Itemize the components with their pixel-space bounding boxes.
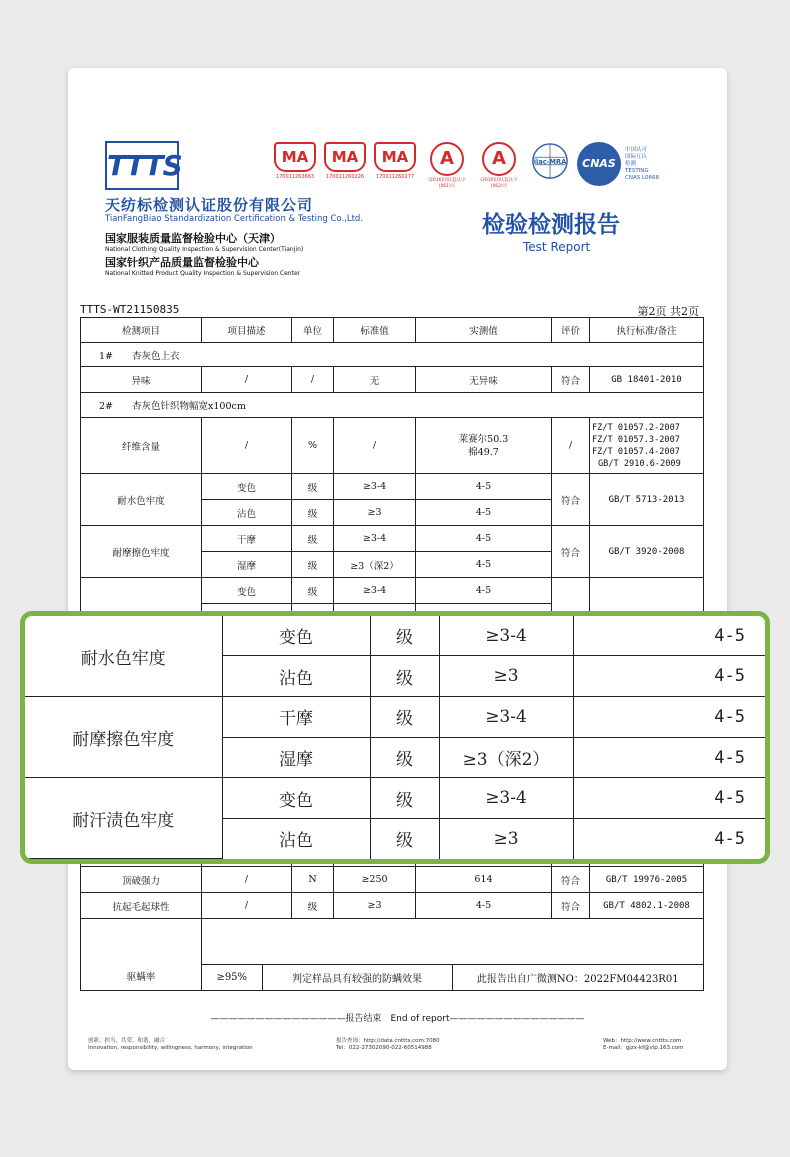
- cell-item: 驱螨率: [81, 919, 202, 991]
- cma-mark: [323, 142, 367, 180]
- end-of-report: ———————————————报告结束 End of report———————————————: [210, 1014, 585, 1024]
- footer-email: E-mail：gjzx-kf@vip.163.com: [603, 1045, 684, 1051]
- zoom-unit: 级: [370, 819, 439, 859]
- zoom-unit: 级: [370, 697, 439, 738]
- zoom-row: [25, 778, 765, 819]
- cma-cert-number: 170011260277: [375, 174, 415, 180]
- table-row: [81, 474, 704, 500]
- cell-desc: /: [202, 893, 292, 919]
- certification-marks: [273, 142, 659, 192]
- header-cell: 检测项目: [81, 318, 202, 343]
- cnas-logo-icon: CNAS: [577, 142, 621, 186]
- cal-mark: [475, 142, 523, 189]
- cell-standard: GB/T 5713-2013: [590, 474, 704, 526]
- cell-std: /: [334, 418, 416, 474]
- header-cell: 单位: [292, 318, 334, 343]
- cnas-text-line: 中国认可: [625, 146, 648, 153]
- cma-badge-icon: MA: [374, 142, 416, 172]
- cell-std: ≥3-4: [334, 578, 416, 604]
- report-title-cn: 检验检测报告: [482, 211, 620, 238]
- company-name-cn: 天纺标检测认证股份有限公司: [105, 196, 314, 214]
- cnas-text: [625, 147, 659, 182]
- cell-note: 此报告出自广微测NO：2022FM04423R01: [452, 964, 703, 990]
- table-row: [81, 578, 704, 604]
- ilac-mra-icon: [531, 142, 569, 180]
- fiber-value-cotton: 棉49.7: [468, 446, 499, 458]
- zoom-item: 耐汗渍色牢度: [25, 778, 222, 859]
- cell-standard: GB 18401-2010: [590, 367, 704, 393]
- cell-eval: /: [552, 418, 590, 474]
- cal-cert-number: (2016)国认监认字(062)号: [480, 178, 518, 189]
- cell-value: 4-5: [416, 893, 552, 919]
- cell-desc: 湿摩: [202, 552, 292, 578]
- cell-eval: 符合: [552, 526, 590, 578]
- cell-desc: /: [202, 418, 292, 474]
- cell-unit: 级: [292, 893, 334, 919]
- sample-row: [81, 393, 704, 418]
- zoom-desc: 沾色: [222, 656, 370, 697]
- report-title-en: Test Report: [523, 240, 591, 254]
- zoom-item: 耐水色牢度: [25, 616, 222, 697]
- cell-item: 纤维含量: [81, 418, 202, 474]
- knitted-center-cn: 国家针织产品质量监督检验中心: [105, 256, 259, 269]
- cell-eval: 符合: [552, 367, 590, 393]
- cell-std: ≥3-4: [334, 526, 416, 552]
- sample-row: [81, 343, 704, 367]
- cell-standard: [590, 418, 704, 474]
- zoom-desc: 湿摩: [222, 737, 370, 778]
- cell-item: 抗起毛起球性: [81, 893, 202, 919]
- cell-std: ≥95%: [202, 964, 262, 990]
- zoom-table: [25, 616, 765, 859]
- clothing-center-en: National Clothing Quality Inspection & Supervision Center(Tianjin): [105, 246, 304, 253]
- mite-subrow: [202, 964, 703, 990]
- zoom-item: 耐摩擦色牢度: [25, 697, 222, 778]
- cell-unit: N: [292, 867, 334, 893]
- table-row: [81, 526, 704, 552]
- header-cell: 评价: [552, 318, 590, 343]
- zoom-desc: 干摩: [222, 697, 370, 738]
- cell-desc: /: [202, 867, 292, 893]
- footer-tel: Tel：022-27302090-022-60514988: [336, 1045, 432, 1051]
- report-sheet: [68, 68, 727, 1070]
- mite-subtable: [202, 964, 703, 991]
- zoom-unit: 级: [370, 737, 439, 778]
- cell-desc: 变色: [202, 474, 292, 500]
- cell-value: 4-5: [416, 500, 552, 526]
- cell-value: 4-5: [416, 526, 552, 552]
- fiber-standard: FZ/T 01057.2-2007: [592, 422, 680, 433]
- table-row: [81, 893, 704, 919]
- fiber-value-lyocell: 莱赛尔50.3: [458, 433, 509, 445]
- table-row: [81, 367, 704, 393]
- report-number: TTTS-WT21150835: [80, 303, 180, 316]
- cell-std: ≥3（深2）: [334, 552, 416, 578]
- cell-std: ≥250: [334, 867, 416, 893]
- cell-item: 顶破强力: [81, 867, 202, 893]
- footer-motto-cn: 创新，担当，共荣，和谐，融合: [88, 1038, 166, 1044]
- cma-badge-icon: MA: [274, 142, 316, 172]
- zoom-desc: 变色: [222, 778, 370, 819]
- zoom-desc: 沾色: [222, 819, 370, 859]
- cell-standard: GB/T 19976-2005: [590, 867, 704, 893]
- table-header-row: [81, 318, 704, 343]
- cell-desc: 干摩: [202, 526, 292, 552]
- cell-conclusion: 判定样品具有较强的防螨效果: [262, 964, 452, 990]
- mite-row: [202, 919, 704, 991]
- cal-badge-icon: A: [482, 142, 516, 176]
- fiber-standard: FZ/T 01057.3-2007: [592, 434, 680, 445]
- cell-value: 4-5: [416, 474, 552, 500]
- footer-query-url: 报告查询：http://data.cnttts.com:7080: [336, 1038, 440, 1044]
- cnas-text-line: 国际互认: [625, 153, 648, 160]
- cell-value: 614: [416, 867, 552, 893]
- cal-mark: [423, 142, 471, 189]
- zoom-std: ≥3: [439, 819, 573, 859]
- cnas-text-line: 检测: [625, 160, 637, 167]
- sample-1-label: 1# 杏灰色上衣: [81, 343, 704, 367]
- zoom-std: ≥3-4: [439, 778, 573, 819]
- cell-unit: 级: [292, 500, 334, 526]
- zoom-row: [25, 697, 765, 738]
- cma-badge-icon: MA: [324, 142, 366, 172]
- cell-item: 异味: [81, 367, 202, 393]
- table-row: [81, 867, 704, 893]
- cell-standard: GB/T 3920-2008: [590, 526, 704, 578]
- zoom-desc: 变色: [222, 616, 370, 656]
- cell-unit: 级: [292, 526, 334, 552]
- zoom-value: 4-5: [573, 778, 765, 819]
- zoom-std: ≥3（深2）: [439, 737, 573, 778]
- cell-unit: 级: [292, 474, 334, 500]
- cell-unit: 级: [292, 552, 334, 578]
- cnas-text-line: TESTING: [625, 167, 649, 174]
- cell-unit: %: [292, 418, 334, 474]
- footer-motto: [88, 1038, 253, 1052]
- table-row: [81, 418, 704, 474]
- zoom-value: 4-5: [573, 737, 765, 778]
- knitted-center-en: National Knitted Product Quality Inspection & Supervision Center: [105, 270, 301, 277]
- footer-motto-en: Innovation, responsibility, willingness, harmony, integration: [88, 1045, 253, 1051]
- cell-value: 4-5: [416, 552, 552, 578]
- cell-unit: 级: [292, 578, 334, 604]
- cell-eval: 符合: [552, 474, 590, 526]
- cell-item: 耐水色牢度: [81, 474, 202, 526]
- zoom-value: 4-5: [573, 819, 765, 859]
- cell-value: 4-5: [416, 578, 552, 604]
- cell-value: [416, 418, 552, 474]
- fiber-standard: FZ/T 01057.4-2007: [592, 446, 680, 457]
- zoom-std: ≥3-4: [439, 697, 573, 738]
- cal-cert-number: (2016)国认监认字(061)号: [428, 178, 466, 189]
- cal-badge-icon: A: [430, 142, 464, 176]
- company-name-en: TianFangBiao Standardization Certification & Testing Co.,Ltd.: [105, 214, 364, 224]
- fiber-standard: GB/T 2910.6-2009: [598, 458, 681, 469]
- ttts-logo: TTTS: [105, 141, 179, 190]
- footer-website: Web：http://www.cnttts.com: [603, 1038, 682, 1044]
- zoom-value: 4-5: [573, 697, 765, 738]
- cell-desc: /: [202, 367, 292, 393]
- header-cell: 标准值: [334, 318, 416, 343]
- ilac-label: ilac-MRA: [533, 157, 567, 166]
- footer-contact: [336, 1038, 440, 1052]
- cell-std: 无: [334, 367, 416, 393]
- zoom-callout: [20, 611, 770, 864]
- footer-web: [603, 1038, 684, 1052]
- cell-desc: 沾色: [202, 500, 292, 526]
- zoom-unit: 级: [370, 656, 439, 697]
- sample-2-label: 2# 杏灰色针织物幅宽x100cm: [81, 393, 704, 418]
- cell-item: 耐摩擦色牢度: [81, 526, 202, 578]
- cell-std: ≥3: [334, 893, 416, 919]
- zoom-unit: 级: [370, 616, 439, 656]
- cma-cert-number: 170011260226: [325, 174, 365, 180]
- clothing-center-cn: 国家服装质量监督检验中心（天津）: [105, 232, 281, 245]
- cell-unit: /: [292, 367, 334, 393]
- header-cell: 项目描述: [202, 318, 292, 343]
- cell-desc: 变色: [202, 578, 292, 604]
- cell-standard: GB/T 4802.1-2008: [590, 893, 704, 919]
- cell-eval: 符合: [552, 867, 590, 893]
- zoom-value: 4-5: [573, 656, 765, 697]
- table-row: [81, 919, 704, 991]
- cma-mark: [273, 142, 317, 180]
- cell-std: ≥3: [334, 500, 416, 526]
- header-cell: 实测值: [416, 318, 552, 343]
- zoom-std: ≥3: [439, 656, 573, 697]
- cell-std: ≥3-4: [334, 474, 416, 500]
- cma-cert-number: 170011263663: [275, 174, 315, 180]
- page-indicator: 第2页 共2页: [637, 305, 699, 318]
- cnas-text-line: CNAS L0668: [625, 174, 660, 181]
- zoom-std: ≥3-4: [439, 616, 573, 656]
- cma-mark: [373, 142, 417, 180]
- cell-value: 无异味: [416, 367, 552, 393]
- cell-eval: 符合: [552, 893, 590, 919]
- zoom-row: [25, 616, 765, 656]
- cnas-mark: [577, 142, 659, 186]
- header-cell: 执行标准/备注: [590, 318, 704, 343]
- zoom-value: 4-5: [573, 616, 765, 656]
- zoom-unit: 级: [370, 778, 439, 819]
